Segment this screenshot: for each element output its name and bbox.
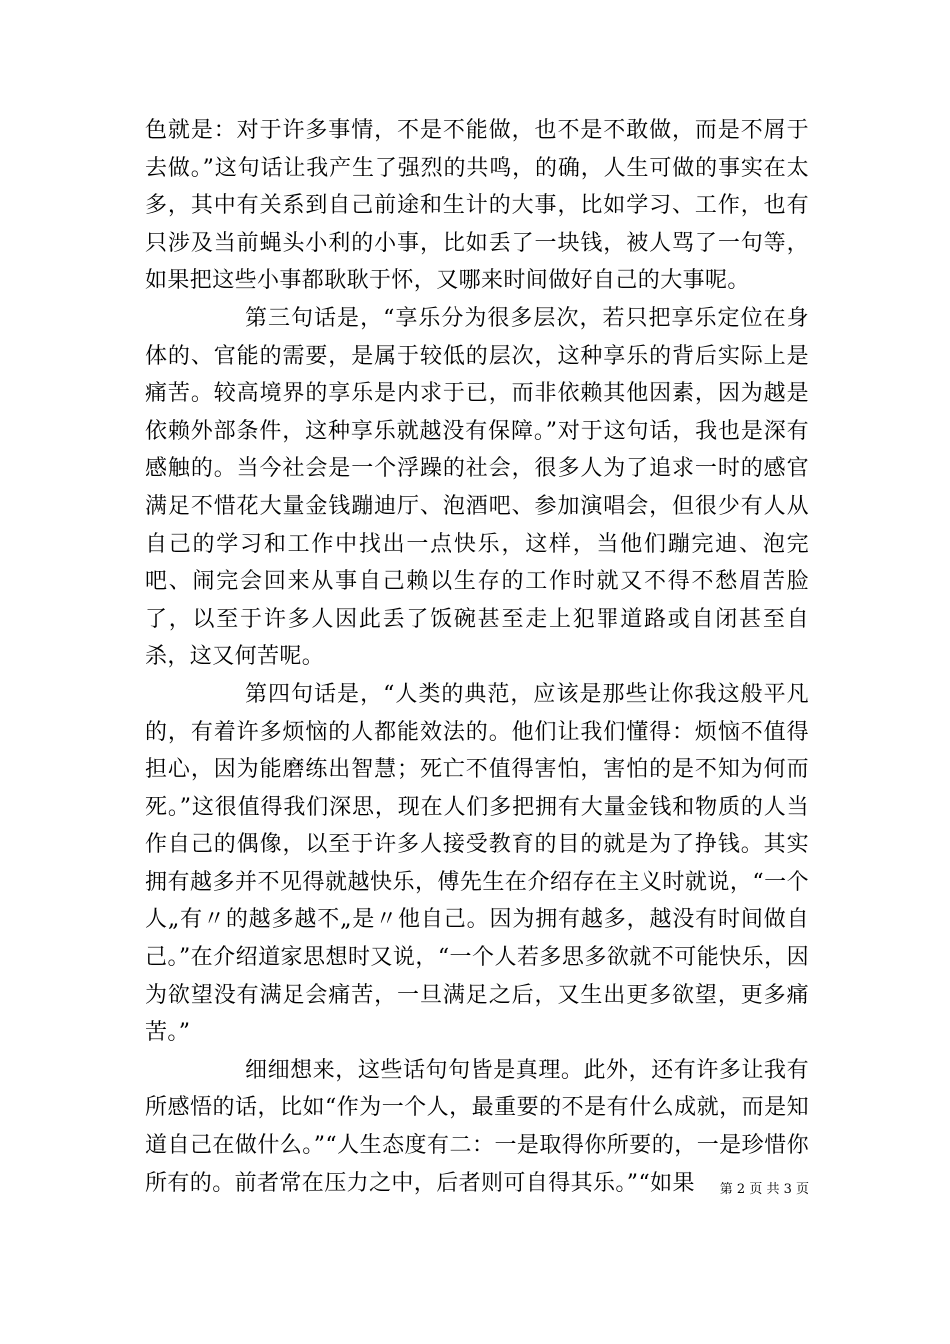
page-number-footer: 第 2 页 共 3 页 <box>719 1182 809 1197</box>
paragraph-3: 第四句话是，“人类的典范，应该是那些让你我这般平凡的，有着许多烦恼的人都能效法的。他们让我们懂得：烦恼不值得担心，因为能磨练出智慧；死亡不值得害怕，害怕的是不知为何而死。”这很值得我们深思，现在人们多把拥有大量金钱和物质的人当作自己的偶像，以至于许多人接受教育的目的就是为了挣钱。其实拥有越多并不见得就越快乐，傅先生在介绍存在主义时就说，“一个人„有〃的越多越不„是〃他自己。因为拥有越多，越没有时间做自己。”在介绍道家思想时又说，“一个人若多思多欲就不可能快乐，因为欲望没有满足会痛苦，一旦满足之后，又生出更多欲望，更多痛苦。” <box>145 681 809 1046</box>
document-body <box>145 112 809 1202</box>
paragraph-4: 细细想来，这些话句句皆是真理。此外，还有许多让我有所感悟的话，比如“作为一个人，最重要的不是有什么成就，而是知道自己在做什么。”“人生态度有二：一是取得你所要的，一是珍惜你所有的。前者常在压力之中，后者则可自得其乐。”“如果 <box>145 1057 809 1196</box>
paragraph-1: 色就是：对于许多事情，不是不能做，也不是不敢做，而是不屑于去做。”这句话让我产生了强烈的共鸣，的确，人生可做的事实在太多，其中有关系到自己前途和生计的大事，比如学习、工作，也有只涉及当前蝇头小利的小事，比如丢了一块钱，被人骂了一句等，如果把这些小事都耿耿于怀，又哪来时间做好自己的大事呢。 <box>145 118 809 294</box>
paragraph-2: 第三句话是，“享乐分为很多层次，若只把享乐定位在身体的、官能的需要，是属于较低的层次，这种享乐的背后实际上是痛苦。较高境界的享乐是内求于已，而非依赖其他因素，因为越是依赖外部条件，这种享乐就越没有保障。”对于这句话，我也是深有感触的。当今社会是一个浮躁的社会，很多人为了追求一时的感官满足不惜花大量金钱蹦迪厅、泡酒吧、参加演唱会，但很少有人从自己的学习和工作中找出一点快乐，这样，当他们蹦完迪、泡完吧、闹完会回来从事自己赖以生存的工作时就又不得不愁眉苦脸了，以至于许多人因此丢了饭碗甚至走上犯罪道路或自闭甚至自杀，这又何苦呢。 <box>145 305 809 670</box>
